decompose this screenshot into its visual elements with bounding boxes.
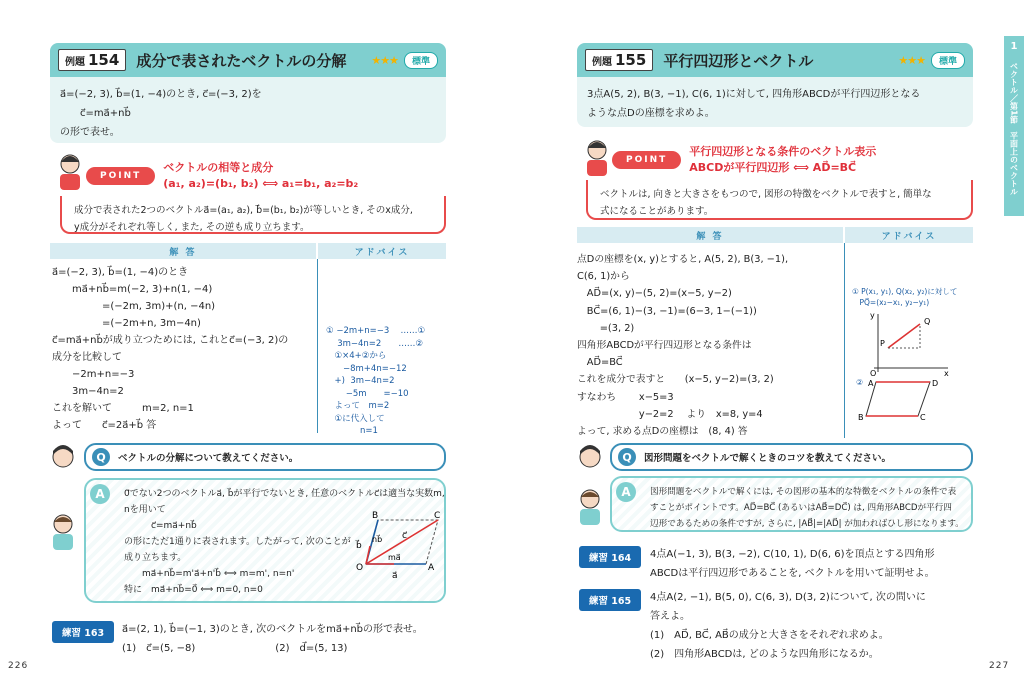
fig-c: c⃗ — [402, 531, 407, 541]
a-icon: A — [616, 482, 636, 502]
chapter-side-tab: ベクトル／第1節 平面上のベクトル — [1004, 36, 1024, 216]
teacher-icon-2 — [575, 487, 605, 527]
page-number-right: 227 — [989, 661, 1010, 671]
question-pill — [610, 443, 973, 471]
parallelogram-figure — [348, 512, 443, 582]
fig-A: A — [428, 563, 435, 573]
point-body: ベクトルは, 向きと大きさをもつので, 図形の特徴をベクトルで表すと, 簡単な 式になることがあります。 — [586, 180, 973, 220]
fig-Q: Q — [924, 317, 931, 326]
point-badge: POINT — [86, 167, 155, 185]
exercise-165-badge: 練習 165 — [579, 589, 641, 611]
teacher-icon — [582, 138, 612, 178]
parallelogram-figure-right — [856, 376, 946, 422]
solution-bar: 解 答 — [50, 243, 316, 259]
fig-D: D — [932, 379, 939, 388]
point-body: 成分で表された2つのベクトルa⃗=(a₁, a₂), b⃗=(b₁, b₂)が等しいとき, そのx成分, y成分がそれぞれ等しく, また, その逆も成り立ちます。 — [60, 196, 446, 234]
fig-C: C — [920, 413, 926, 422]
fig-circle2: ② — [856, 378, 864, 387]
divider — [317, 259, 318, 433]
fig-nb: nb⃗ — [372, 535, 383, 544]
teacher-icon-2 — [48, 512, 78, 552]
exercise-164-text: 4点A(−1, 3), B(3, −2), C(10, 1), D(6, 6)を頂点とする四角形 ABCDは平行四辺形であることを, ベクトルを用いて証明せよ。 — [650, 549, 935, 579]
example-tag: 例題 155 — [585, 49, 653, 71]
solution-bar: 解 答 — [577, 227, 843, 243]
fig-P: P — [880, 339, 885, 348]
divider — [844, 243, 845, 438]
exercise-164-badge: 練習 164 — [579, 546, 641, 568]
solution-text: a⃗=(−2, 3), b⃗=(1, −4)のとき ma⃗+nb⃗=m(−2, 3)+n(1, −4) =(−2m, 3m)+(n, −4n) =(−2m+n, 3m−4n) c⃗=ma⃗+nb⃗が成り立つためには, これとc⃗=(−3, 2)の 成分を比較して −2m+n=−3 3m−4n=2 これを解いて m=2, n=1 よって c⃗=2a⃗+b⃗ 答 — [52, 267, 289, 431]
fig-B: B — [372, 511, 379, 521]
student-icon — [575, 443, 605, 475]
q-icon: Q — [618, 448, 636, 466]
example-154-question: a⃗=(−2, 3), b⃗=(1, −4)のとき, c⃗=(−3, 2)を c⃗=ma⃗+nb⃗ の形で表せ。 — [50, 77, 446, 143]
exercise-163-badge: 練習 163 — [52, 621, 114, 643]
fig-y: y — [870, 311, 875, 320]
example-154-header — [50, 43, 446, 77]
fig-x: x — [944, 369, 949, 378]
difficulty-stars: ★★★ — [371, 53, 398, 67]
level-badge: 標準 — [931, 52, 965, 69]
fig-C: C — [434, 511, 441, 521]
exercise-165-text: 4点A(2, −1), B(5, 0), C(6, 3), D(3, 2)について, 次の問いに 答えよ。 (1) AD⃗, BC⃗, AB⃗の成分と大きさをそれぞれ求めよ。 (2) 四角形ABCDは, どのような四角形になるか。 — [650, 592, 926, 660]
point-badge: POINT — [612, 151, 681, 169]
solution-text: 点Dの座標を(x, y)とすると, A(5, 2), B(3, −1), C(6, 1)から AD⃗=(x, y)−(5, 2)=(x−5, y−2) BC⃗=(6, 1)−(3, −1)=(6−3, 1−(−1)) =(3, 2) 四角形ABCDが平行四辺形となる条件は AD⃗=BC⃗ これを成分で表すと (x−5, y−2)=(3, 2) すなわち x−5=3 y−2=2 より x=8, y=4 よって, 求める点Dの座標は (8, 4) 答 — [577, 254, 789, 438]
example-title: 成分で表されたベクトルの分解 — [136, 51, 347, 70]
fig-B: B — [858, 413, 864, 422]
coordinate-figure — [864, 311, 954, 378]
fig-O: O — [870, 369, 877, 378]
point-header — [86, 160, 358, 192]
advice-text: ① −2m+n=−3 ……① 3m−4n=2 ……② ①×4+②から −8m+4n=−12 +) 3m−4n=2 −5m =−10 よって m=2 ①に代入して n=1 — [326, 326, 426, 436]
answer-box: 0⃗でない2つのベクトルa⃗, b⃗が平行でないとき, 任意のベクトルc⃗は適当な実数m, nを用いて c⃗=ma⃗+nb⃗ の形にただ1通りに表されます。したがって, 次のことが 成り立ちます。 ma⃗+nb⃗=m'a⃗+n'b⃗ ⟺ m=m', n=n' 特に ma⃗+nb⃗=0⃗ ⟺ m=0, n=0 — [84, 478, 446, 603]
point-header — [612, 144, 876, 176]
exercise-163-line1: a⃗=(2, 1), b⃗=(−1, 3)のとき, 次のベクトルをma⃗+nb⃗の形で表せ。 — [122, 624, 423, 635]
point-title: 平行四辺形となる条件のベクトル表示 ABCDが平行四辺形 ⟺ AD⃗=BC⃗ — [689, 145, 877, 174]
q-text: 図形問題をベクトルで解くときのコツを教えてください。 — [644, 453, 892, 464]
example-155-question: 3点A(5, 2), B(3, −1), C(6, 1)に対して, 四角形ABCDが平行四辺形となる ような点Dの座標を求めよ。 — [577, 77, 973, 127]
point-title: ベクトルの相等と成分 (a₁, a₂)=(b₁, b₂) ⟺ a₁=b₁, a₂=b₂ — [163, 161, 359, 190]
example-155-header — [577, 43, 973, 77]
fig-A: A — [868, 379, 874, 388]
difficulty-stars: ★★★ — [898, 53, 925, 67]
q-icon: Q — [92, 448, 110, 466]
fig-O: O — [356, 563, 364, 573]
exercise-163-line2: (1) c⃗=(5, −8) (2) d⃗=(5, 13) — [122, 643, 348, 654]
advice-bar: アドバイス — [845, 227, 973, 243]
fig-ma: ma⃗ — [388, 553, 401, 562]
level-badge: 標準 — [404, 52, 438, 69]
chapter-number: 1 — [1010, 40, 1018, 52]
answer-box: 図形問題をベクトルで解くには, その図形の基本的な特徴をベクトルの条件で表 すことがポイントです。AD⃗=BC⃗ (あるいはAB⃗=DC⃗) は, 四角形ABCDが平行四 辺形であるための条件ですが, さらに, |AB⃗|=|AD⃗| が加わればひし形になります。 — [610, 476, 973, 532]
advice-text: ① P(x₁, y₁), Q(x₂, y₂)に対して PQ⃗=(x₂−x₁, y₂−y₁) — [852, 287, 958, 307]
q-text: ベクトルの分解について教えてください。 — [118, 453, 299, 464]
advice-bar: アドバイス — [318, 243, 446, 259]
fig-b: b⃗ — [356, 541, 362, 551]
example-tag: 例題 154 — [58, 49, 126, 71]
page-number-left: 226 — [8, 661, 29, 671]
student-icon — [48, 443, 78, 475]
example-title: 平行四辺形とベクトル — [663, 51, 814, 70]
fig-a: a⃗ — [392, 571, 398, 581]
a-icon: A — [90, 484, 110, 504]
teacher-icon — [55, 152, 85, 192]
question-pill — [84, 443, 446, 471]
